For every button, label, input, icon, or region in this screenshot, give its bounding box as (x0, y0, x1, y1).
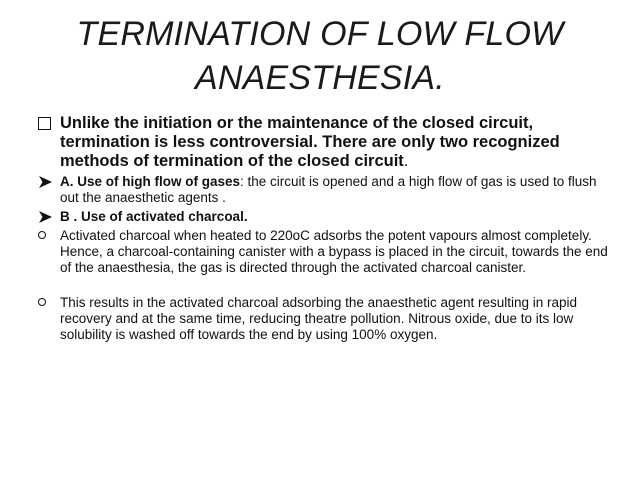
note-item-2 (38, 295, 614, 343)
intro-trail: . (403, 152, 409, 170)
hollow-circle-icon (38, 231, 46, 239)
hollow-square-icon (38, 117, 51, 130)
note-1-text: Activated charcoal when heated to 220oC adsorbs the potent vapours almost completely. Hence, a charcoal-containing canister with a bypass is placed in the circuit, towards the end of the anaesthesia, the gas is directed through the activated charcoal canister. (60, 228, 608, 275)
intro-paragraph (38, 114, 614, 171)
slide-title (60, 12, 580, 100)
hollow-circle-icon (38, 298, 46, 306)
method-item-b (38, 209, 614, 225)
method-item-a (38, 174, 614, 206)
method-b-label: B . Use of activated charcoal. (60, 209, 248, 224)
method-a-text: : the circuit is opened and a high flow of gas is used to flush out the anaesthetic agents . (60, 174, 597, 205)
arrowhead-icon (38, 175, 54, 189)
slide-body (38, 114, 614, 343)
method-a-label: A. Use of high flow of gases (60, 174, 241, 189)
intro-text: Unlike the initiation or the maintenance of the closed circuit, termination is less controversial. There are only two recognized methods of termination of the closed circuit (60, 114, 560, 170)
title-line-1: TERMINATION OF LOW FLOW (76, 15, 564, 53)
note-2-text: This results in the activated charcoal adsorbing the anaesthetic agent resulting in rapid recovery and at the same time, reducing theatre pollution. Nitrous oxide, due to its low solubility is washed off towards the end by using 100% oxygen. (60, 295, 578, 342)
note-item-1 (38, 228, 614, 276)
title-line-2: ANAESTHESIA. (195, 59, 445, 97)
arrowhead-icon (38, 210, 54, 224)
